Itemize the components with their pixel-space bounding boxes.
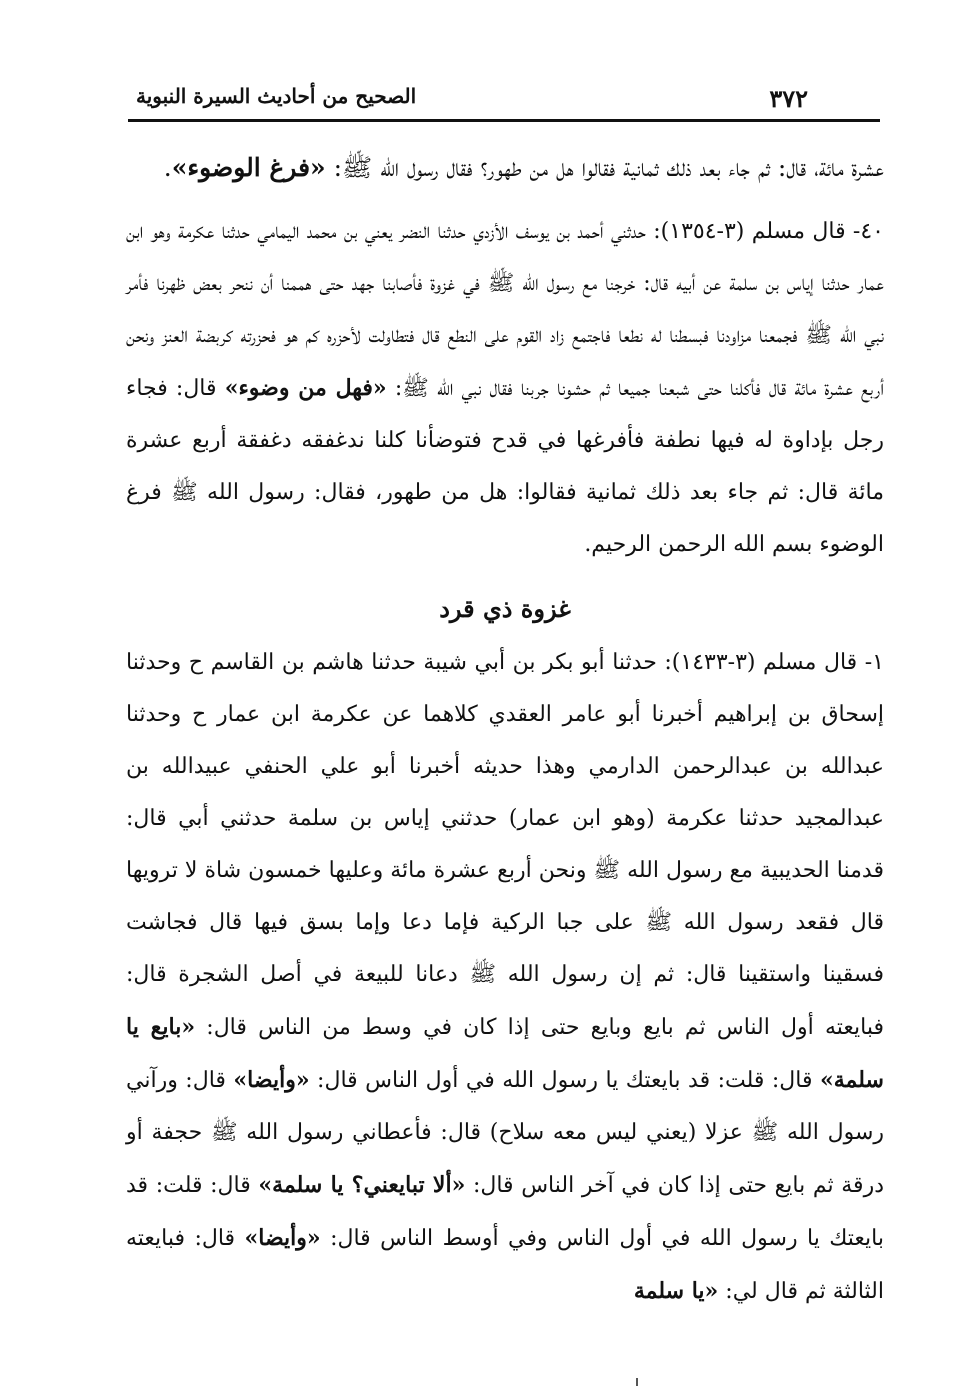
- continued-paragraph: [126, 140, 884, 196]
- prophetic-quote: «فهل من وضوء»: [224, 375, 387, 401]
- hadith-text: قال: ورآني رسول الله ﷺ عزلا (يعني ليس معه سلاح) قال: فأعطاني رسول الله ﷺ حجفة أو درقة ثم بايع حتى إذا كان في آخر الناس قال:: [126, 1068, 884, 1198]
- hadith-text: قال: قلت: قد بايعتك يا رسول الله في أول الناس وفي أوسط الناس قال:: [126, 1173, 884, 1251]
- hadith-40: [126, 206, 884, 571]
- hadith-text: ٤٠- قال مسلم (٣-١٣٥٤): حدثني أحمد بن يوسف الأزدي حدثنا النضر يعني بن محمد اليمامي حدثنا عكرمة وهو ابن عمار حدثنا إياس بن سلمة عن أبيه قال: خرجنا مع رسول الله ﷺ في غزوة فأصابنا جهد حتى هممنا أن ننحر بعض ظهرنا فأمر نبي الله ﷺ فجمعنا مزاودنا فبسطنا له نطعا فاجتمع زاد القوم على النطع قال فتطاولت لأحزره كم هو فحزرته كربضة العنز ونحن أربع عشرة مائة قال فأكلنا حتى شبعنا جميعا ثم حشونا جربنا فقال نبي الله ﷺ:: [126, 219, 885, 401]
- book-title: الصحيح من أحاديث السيرة النبوية: [128, 84, 424, 108]
- paragraph-end: .: [163, 153, 172, 182]
- prophetic-quote: «وأيضا»: [244, 1225, 321, 1251]
- hadith-text: ١- قال مسلم (٣-١٤٣٣): حدثنا أبو بكر بن أبي شيبة حدثنا هاشم بن القاسم ح وحدثنا إسحاق بن إبراهيم أخبرنا أبو عامر العقدي كلاهما عن عكرمة ابن عمار ح وحدثنا عبدالله بن عبدالرحمن الدارمي وهذا حديثه أخبرنا أبو علي الحنفي عبيدالله بن عبدالمجيد حدثنا عكرمة (وهو ابن عمار) حدثني إياس بن سلمة حدثني أبي قال: قدمنا الحديبية مع رسول الله ﷺ ونحن أربع عشرة مائة وعليها خمسون شاة لا ترويها قال فقعد رسول الله ﷺ على جبا الركية فإما دعا وإما بسق فيها قال فجاشت فسقينا واستقينا قال: ثم إن رسول الله ﷺ دعانا للبيعة في أصل الشجرة قال: فبايعته أول الناس ثم بايع وبايع حتى إذا كان في وسط من الناس قال:: [126, 650, 885, 1040]
- page-body: [126, 140, 884, 1318]
- prophetic-quote: «فرغ الوضوء»: [171, 153, 326, 182]
- prophetic-quote: «بايع يا سلمة»: [126, 1014, 884, 1093]
- prophetic-quote: «ألا تبايعني؟ يا سلمة»: [258, 1172, 466, 1198]
- hadith-text: قال: قلت: قد بايعتك يا رسول الله في أول الناس قال:: [309, 1068, 820, 1093]
- header-rule: [128, 119, 880, 122]
- running-header: [128, 82, 880, 122]
- hadith-text: قال: فبايعته الثالثة ثم قال لي:: [126, 1226, 884, 1304]
- scan-mark: [636, 1378, 638, 1386]
- hadith-1: [126, 637, 884, 1318]
- page-number: ٣٧٢: [759, 84, 818, 113]
- prophetic-quote: «وأيضا»: [233, 1067, 310, 1093]
- prophetic-quote: «يا سلمة: [633, 1278, 719, 1304]
- hadith-text: قال: فجاء رجل بإداوة له فيها نطفة فأفرغها في قدح فتوضأنا كلنا ندغفقه دغفقة أربع عشرة مائة قال: ثم جاء بعد ذلك ثمانية فقالوا: هل من طهور، فقال: رسول الله ﷺ فرغ الوضوء بسم الله الرحمن الرحيم.: [126, 376, 884, 557]
- section-heading: غزوة ذي قرد: [439, 594, 571, 623]
- paragraph-text: عشرة مائة، قال: ثم جاء بعد ذلك ثمانية فقالوا هل من طهور؟ فقال رسول الله ﷺ:: [325, 153, 884, 182]
